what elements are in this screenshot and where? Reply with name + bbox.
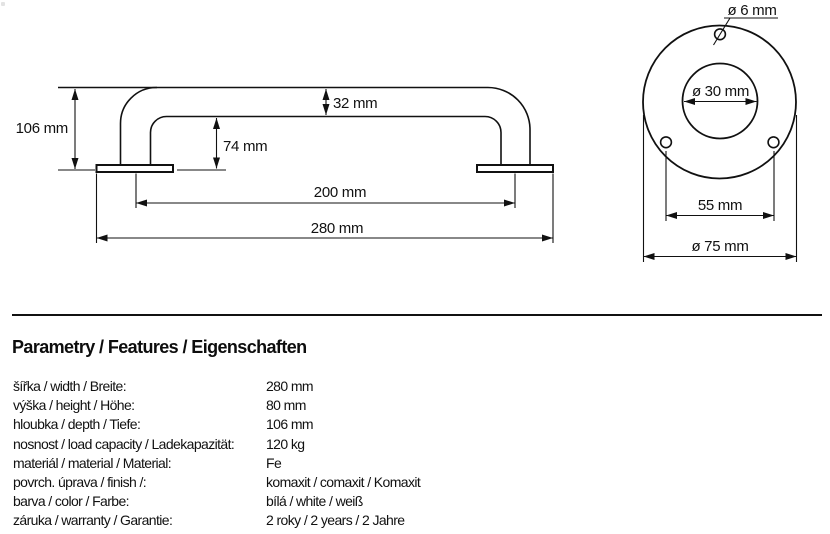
spec-value: Fe xyxy=(266,454,282,471)
hole-spacing-dim-label: 55 mm xyxy=(697,197,743,214)
spec-label: nosnost / load capacity / Ladekapazität: xyxy=(13,435,235,452)
spec-row-material xyxy=(13,454,653,473)
spec-value: 120 kg xyxy=(266,435,305,452)
spec-label: barva / color / Farbe: xyxy=(13,493,129,510)
spec-label: výška / height / Höhe: xyxy=(13,397,135,414)
spec-label: šířka / width / Breite: xyxy=(13,378,127,394)
spec-value: 80 mm xyxy=(266,397,306,414)
section-divider xyxy=(12,314,822,316)
spec-row-load-capacity xyxy=(13,435,653,454)
overall-height-dim-label: 106 mm xyxy=(15,120,68,137)
grab-bar-inner-contour xyxy=(151,117,502,166)
spec-value: komaxit / comaxit / Komaxit xyxy=(266,474,421,491)
spec-label: povrch. úprava / finish /: xyxy=(13,474,147,491)
screw-hole-left xyxy=(661,137,672,148)
spec-row-color xyxy=(13,492,653,511)
mount-spacing-dim-label: 200 mm xyxy=(313,184,367,201)
mounting-flange-right xyxy=(477,165,553,172)
grab-bar-outer-contour xyxy=(121,88,531,166)
front-view-drawing xyxy=(643,2,797,262)
inner-height-dim-label: 74 mm xyxy=(223,138,268,155)
overall-width-dim-label: 280 mm xyxy=(310,220,364,237)
spec-row-warranty xyxy=(13,511,653,530)
spec-value: 2 roky / 2 years / 2 Jahre xyxy=(266,512,405,529)
mounting-flange-left xyxy=(97,165,174,172)
screw-hole-dim-label: ø 6 mm xyxy=(727,2,777,19)
inner-diameter-dim-label: ø 30 mm xyxy=(691,83,750,100)
spec-row-width xyxy=(13,377,653,396)
spec-row-finish xyxy=(13,473,653,492)
spec-value: 106 mm xyxy=(266,416,313,433)
spec-value: 280 mm xyxy=(266,378,313,394)
spec-label: záruka / warranty / Garantie: xyxy=(13,512,173,529)
screw-hole-right xyxy=(768,137,779,148)
spec-row-depth xyxy=(13,415,653,434)
side-view-drawing xyxy=(16,88,553,244)
spec-label: hloubka / depth / Tiefe: xyxy=(13,416,141,433)
spec-row-height xyxy=(13,396,653,415)
outer-diameter-dim-label: ø 75 mm xyxy=(691,238,749,255)
specs-table xyxy=(13,377,653,531)
tube-diameter-dim-label: 32 mm xyxy=(333,95,378,112)
spec-label: materiál / material / Material: xyxy=(13,454,172,471)
specs-title: Parametry / Features / Eigenschaften xyxy=(12,337,307,357)
spec-value: bílá / white / weiß xyxy=(266,493,363,510)
